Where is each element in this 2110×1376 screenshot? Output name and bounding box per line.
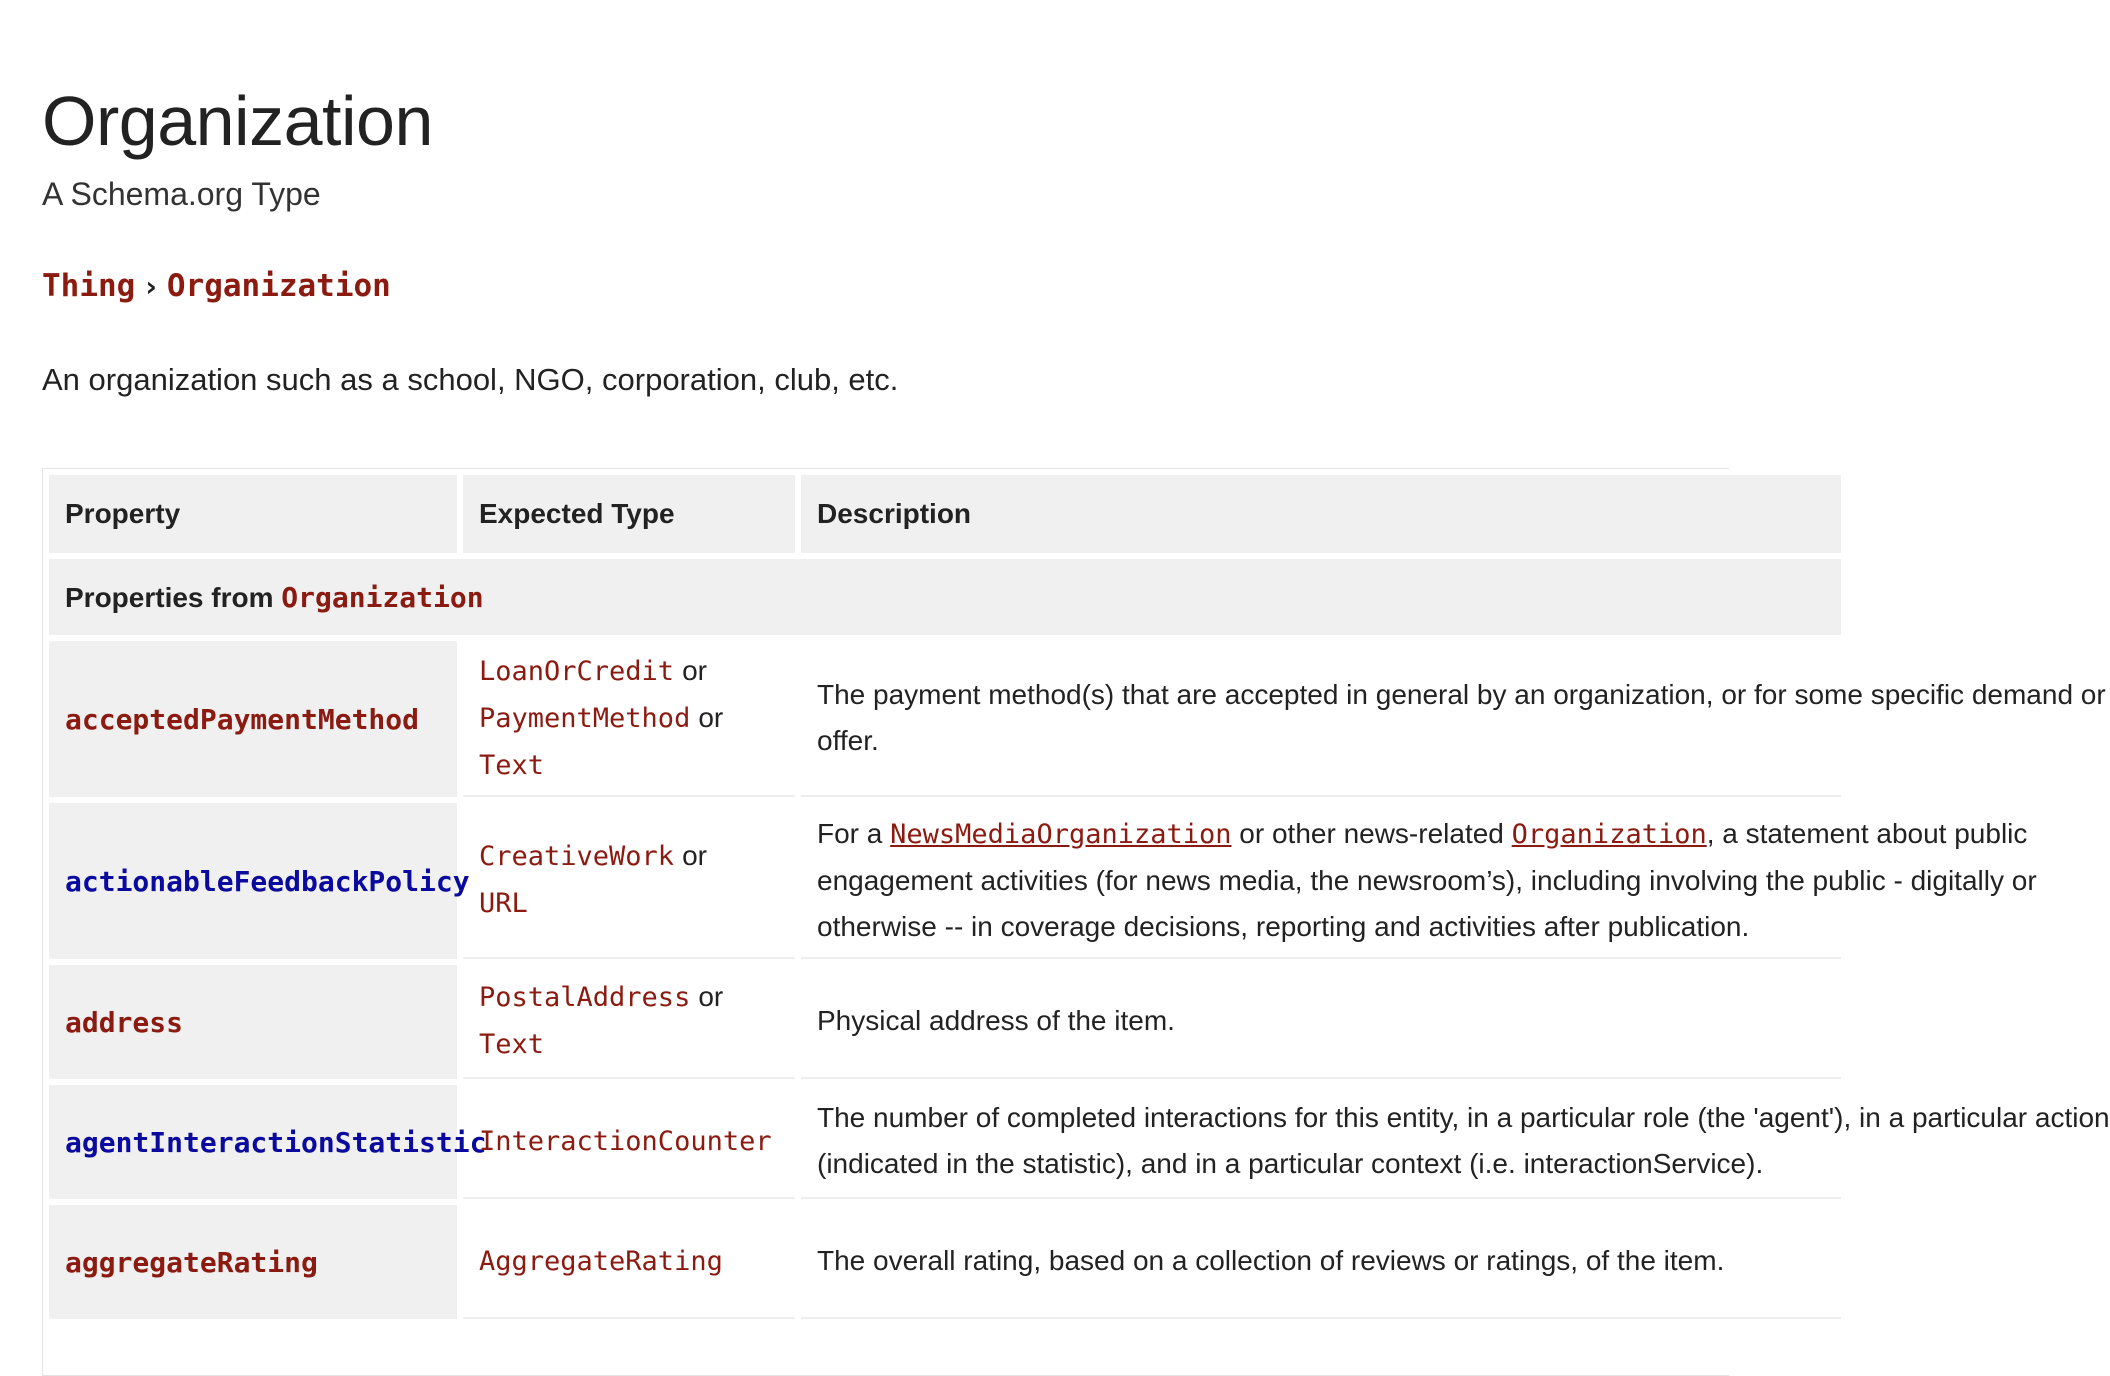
breadcrumb-item-thing[interactable]: Thing [42,268,136,304]
type-link-Text[interactable]: Text [479,749,545,781]
description-line: The number of completed interactions for this entity, in a particular role (the 'agent'), in a particular action [817,1102,2110,1133]
property-link-actionableFeedbackPolicy[interactable]: actionableFeedbackPolicy [65,864,470,898]
description-line: The overall rating, based on a collection of reviews or ratings, of the item. [817,1245,1725,1276]
page-subtitle: A Schema.org Type [42,176,321,212]
properties-table [43,469,2110,1325]
property-link-acceptedPaymentMethod[interactable]: acceptedPaymentMethod [65,702,420,736]
property-cell [49,803,470,959]
property-link-aggregateRating[interactable]: aggregateRating [65,1245,318,1279]
expected-type-cell [463,1205,795,1319]
expected-type-cell [463,641,795,797]
description-text: , a statement about public [1706,817,2028,849]
description-line: otherwise -- in coverage decisions, reporting and activities after publication. [817,910,1750,942]
table-row [49,641,1841,797]
breadcrumb-separator: › [145,270,157,303]
table-row [49,1085,1841,1199]
property-link-agentInteractionStatistic[interactable]: agentInteractionStatistic [65,1125,487,1159]
type-link-PostalAddress[interactable]: PostalAddress [479,982,691,1013]
table-row [49,965,1841,1079]
table-header-row [49,475,1841,553]
column-header-property: Property [49,475,457,553]
description-line [817,811,2028,858]
column-header-expected-type: Expected Type [463,475,795,553]
or-text: or [682,840,707,871]
property-cell [49,1085,487,1199]
description-line: engagement activities (for news media, the newsroom’s), including involving the public - digitally or [817,864,2037,896]
description-cell [801,1085,2110,1199]
expected-type-cell [463,965,795,1079]
group-header [49,559,1841,635]
expected-type-cell [463,803,795,959]
property-link-address[interactable]: address [65,1005,184,1039]
description-cell [801,803,2037,959]
description-line: The payment method(s) that are accepted in general by an organization, or for some specific demand or [817,679,2106,710]
property-cell [49,1205,457,1319]
description-line: offer. [817,725,879,756]
type-link-Text[interactable]: Text [479,1029,545,1060]
description-line: Physical address of the item. [817,1005,1175,1036]
description-text: or other news-related [1231,817,1512,849]
type-link-Organization[interactable]: Organization [1511,818,1707,850]
breadcrumb-item-organization[interactable]: Organization [166,268,391,304]
expected-type-cell [463,1085,795,1199]
column-header-description: Description [801,475,1841,553]
or-text: or [682,654,707,686]
properties-table-container [42,468,2110,1376]
description-cell [801,965,1841,1079]
group-header-prefix: Properties from [65,581,274,613]
description-cell [801,1205,1841,1319]
description-line: (indicated in the statistic), and in a particular context (i.e. interactionService). [817,1148,1764,1179]
group-header-row [49,559,1841,635]
table-row [49,1205,1841,1319]
table-row [49,803,1841,959]
description-text: For a [817,817,891,849]
type-link-PaymentMethod[interactable]: PaymentMethod [479,702,691,734]
type-link-LoanOrCredit[interactable]: LoanOrCredit [479,655,675,687]
type-link-URL[interactable]: URL [479,888,528,919]
page-title: Organization [42,82,433,160]
type-link-InteractionCounter[interactable]: InteractionCounter [479,1125,772,1157]
property-cell [49,641,457,797]
description-cell [801,641,2106,797]
type-link-NewsMediaOrganization[interactable]: NewsMediaOrganization [890,818,1232,850]
type-link-CreativeWork[interactable]: CreativeWork [479,841,675,872]
type-link-AggregateRating[interactable]: AggregateRating [479,1245,723,1277]
breadcrumb [42,268,391,304]
or-text: or [698,981,724,1012]
property-cell [49,965,457,1079]
or-text: or [698,701,724,733]
type-description: An organization such as a school, NGO, corporation, club, etc. [42,362,899,397]
group-header-type-link[interactable]: Organization [281,580,484,614]
